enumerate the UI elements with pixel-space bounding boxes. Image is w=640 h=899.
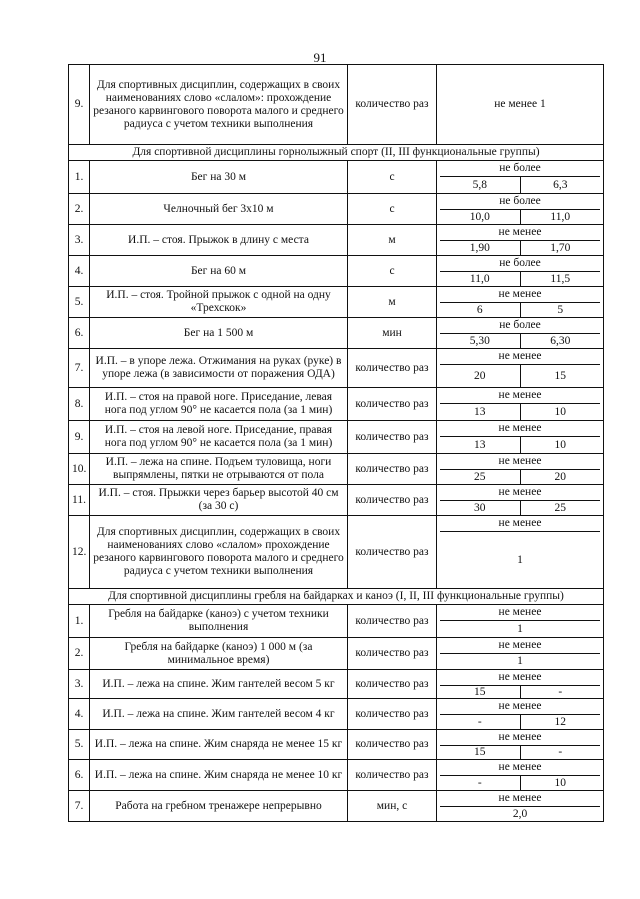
unit: количество раз — [348, 760, 437, 791]
unit: количество раз — [348, 670, 437, 699]
criterion-value-1: 25 — [440, 470, 521, 484]
row-number: 6. — [69, 318, 90, 349]
test-name: Бег на 30 м — [90, 161, 348, 194]
criterion-header: не менее — [498, 422, 542, 434]
criterion-value-2: 10 — [554, 777, 566, 789]
criterion-value-1: 15 — [440, 686, 521, 698]
criterion-header: не более — [499, 162, 541, 174]
standards-table — [68, 64, 604, 822]
criterion-cell — [437, 516, 604, 589]
table-row — [69, 287, 604, 318]
table-row — [69, 318, 604, 349]
criterion-header: не менее — [498, 639, 542, 651]
criterion: не менее 1 — [437, 65, 604, 145]
table-row — [69, 485, 604, 516]
criterion-header: не менее — [498, 288, 542, 300]
unit: количество раз — [348, 699, 437, 730]
unit: с — [348, 161, 437, 194]
criterion-values — [440, 500, 600, 515]
table-row — [69, 605, 604, 638]
criterion-values — [440, 469, 600, 484]
table-row — [69, 225, 604, 256]
criterion-value-1: - — [440, 776, 521, 790]
criterion-value-1: 30 — [440, 501, 521, 515]
row-number: 12. — [69, 516, 90, 589]
table-row — [69, 699, 604, 730]
criterion-value-1: 11,0 — [440, 272, 521, 286]
criterion-cell — [437, 638, 604, 670]
table-row — [69, 65, 604, 145]
criterion-value-2: 6,3 — [553, 179, 568, 191]
table-row — [69, 670, 604, 699]
criterion-value-2: - — [558, 746, 563, 758]
row-number: 9. — [69, 65, 90, 145]
unit: количество раз — [348, 421, 437, 454]
test-name: И.П. – стоя. Прыжки через барьер высотой 40 см (за 30 с) — [90, 485, 348, 516]
test-name: Работа на гребном тренажере непрерывно — [90, 791, 348, 822]
criterion-value-2: 5 — [557, 304, 564, 316]
row-number: 8. — [69, 388, 90, 421]
row-number: 1. — [69, 161, 90, 194]
test-name: Бег на 1 500 м — [90, 318, 348, 349]
criterion-values — [440, 333, 600, 348]
unit: количество раз — [348, 454, 437, 485]
criterion-values — [440, 685, 600, 698]
table-row — [69, 421, 604, 454]
criterion-value-2: - — [558, 686, 563, 698]
test-name: И.П. – лежа на спине. Жим снаряда не менее 15 кг — [90, 730, 348, 760]
test-name: И.П. – стоя на правой ноге. Приседание, левая нога под углом 90° не касается пола (за 1 мин) — [90, 388, 348, 421]
test-name: И.П. – в упоре лежа. Отжимания на руках (руке) в упоре лежа (в зависимости от поражения ОДА) — [90, 349, 348, 388]
test-name: Бег на 60 м — [90, 256, 348, 287]
criterion-value-2: 10 — [554, 439, 566, 451]
criterion-cell — [437, 225, 604, 256]
criterion-value-1: 10,0 — [440, 210, 521, 224]
criterion-cell — [437, 730, 604, 760]
table-row — [69, 388, 604, 421]
criterion-value-1: 5,8 — [440, 177, 521, 193]
criterion-cell — [437, 791, 604, 822]
table-row — [69, 349, 604, 388]
criterion-values — [440, 775, 600, 790]
row-number: 5. — [69, 287, 90, 318]
row-number: 7. — [69, 349, 90, 388]
unit: количество раз — [348, 516, 437, 589]
criterion-value-1: 13 — [440, 437, 521, 453]
row-number: 4. — [69, 256, 90, 287]
unit: количество раз — [348, 485, 437, 516]
row-number: 5. — [69, 730, 90, 760]
row-number: 6. — [69, 760, 90, 791]
row-number: 11. — [69, 485, 90, 516]
criterion-header: не менее — [498, 226, 542, 238]
row-number: 4. — [69, 699, 90, 730]
table-row — [69, 454, 604, 485]
unit: мин — [348, 318, 437, 349]
table-row — [69, 194, 604, 225]
unit: количество раз — [348, 730, 437, 760]
criterion-header: не менее — [498, 671, 542, 683]
criterion-values — [440, 240, 600, 255]
criterion-cell — [437, 349, 604, 388]
row-number: 7. — [69, 791, 90, 822]
criterion-value: 1 — [440, 620, 600, 637]
criterion-values — [440, 271, 600, 286]
criterion-cell — [437, 485, 604, 516]
criterion-value-2: 15 — [554, 370, 566, 382]
criterion-value-1: 13 — [440, 404, 521, 420]
unit: с — [348, 194, 437, 225]
unit: количество раз — [348, 605, 437, 638]
row-number: 3. — [69, 225, 90, 256]
row-number: 10. — [69, 454, 90, 485]
criterion-header: не менее — [498, 517, 542, 529]
criterion-header: не менее — [498, 486, 542, 498]
test-name: Для спортивных дисциплин, содержащих в своих наименованиях слово «слалом»: прохождение резаного карвингового поворота малого и среднего радиуса с учетом техники выполнения — [90, 65, 348, 145]
criterion-values — [440, 436, 600, 453]
test-name: И.П. – стоя. Тройной прыжок с одной на одну «Трехскок» — [90, 287, 348, 318]
criterion-value-1: 1,90 — [440, 241, 521, 255]
criterion-value-1: 20 — [440, 365, 521, 387]
test-name: И.П. – лежа на спине. Жим гантелей весом 5 кг — [90, 670, 348, 699]
criterion-value-1: - — [440, 715, 521, 729]
criterion-values — [440, 176, 600, 193]
row-number: 2. — [69, 194, 90, 225]
table-row — [69, 638, 604, 670]
criterion-value-1: 5,30 — [440, 334, 521, 348]
section-row — [69, 589, 604, 605]
test-name: Челночный бег 3x10 м — [90, 194, 348, 225]
section-title: Для спортивной дисциплины горнолыжный спорт (II, III функциональные группы) — [69, 145, 604, 161]
criterion-value: 1 — [440, 653, 600, 669]
row-number: 2. — [69, 638, 90, 670]
table-row — [69, 516, 604, 589]
test-name: И.П. – стоя на левой ноге. Приседание, правая нога под углом 90° не касается пола (за 1 мин) — [90, 421, 348, 454]
criterion-value-2: 10 — [554, 406, 566, 418]
test-name: Для спортивных дисциплин, содержащих в своих наименованиях слово «слалом» прохождение резаного карвингового поворота малого и среднего радиуса с учетом техники выполнения — [90, 516, 348, 589]
criterion-value-2: 20 — [554, 471, 566, 483]
criterion-values — [440, 302, 600, 317]
test-name: И.П. – лежа на спине. Жим гантелей весом 4 кг — [90, 699, 348, 730]
unit: м — [348, 225, 437, 256]
table-row — [69, 730, 604, 760]
criterion-cell — [437, 605, 604, 638]
criterion-cell — [437, 388, 604, 421]
criterion-header: не менее — [498, 731, 542, 743]
section-row — [69, 145, 604, 161]
criterion-value: 1 — [440, 531, 600, 588]
criterion-header: не менее — [498, 761, 542, 773]
criterion-cell — [437, 194, 604, 225]
criterion-cell — [437, 287, 604, 318]
test-name: И.П. – лежа на спине. Подъем туловища, ноги выпрямлены, пятки не отрываются от пола — [90, 454, 348, 485]
unit: количество раз — [348, 638, 437, 670]
criterion-value-2: 1,70 — [550, 242, 571, 254]
criterion-cell — [437, 670, 604, 699]
criterion-values — [440, 714, 600, 729]
criterion-value-2: 11,5 — [550, 273, 571, 285]
criterion-header: не более — [499, 257, 541, 269]
section-title: Для спортивной дисциплины гребля на байдарках и каноэ (I, II, III функциональные группы) — [69, 589, 604, 605]
criterion-header: не менее — [498, 350, 542, 362]
test-name: Гребля на байдарке (каноэ) с учетом техники выполнения — [90, 605, 348, 638]
criterion-header: не менее — [498, 700, 542, 712]
row-number: 3. — [69, 670, 90, 699]
criterion-cell — [437, 699, 604, 730]
page-number: 91 — [313, 50, 327, 65]
criterion-value-2: 11,0 — [550, 211, 571, 223]
test-name: И.П. – стоя. Прыжок в длину с места — [90, 225, 348, 256]
criterion-cell — [437, 318, 604, 349]
row-number: 1. — [69, 605, 90, 638]
criterion-header: не менее — [498, 792, 542, 804]
criterion-header: не менее — [498, 606, 542, 618]
unit: количество раз — [348, 349, 437, 388]
criterion-values — [440, 403, 600, 420]
criterion-header: не более — [499, 195, 541, 207]
criterion-value-1: 6 — [440, 303, 521, 317]
table-row — [69, 791, 604, 822]
unit: количество раз — [348, 388, 437, 421]
criterion-values — [440, 745, 600, 759]
criterion-cell — [437, 161, 604, 194]
unit: м — [348, 287, 437, 318]
table-row — [69, 760, 604, 791]
unit: с — [348, 256, 437, 287]
criterion-cell — [437, 760, 604, 791]
criterion-header: не менее — [498, 455, 542, 467]
criterion-cell — [437, 421, 604, 454]
criterion-value: 2,0 — [440, 806, 600, 821]
criterion-values — [440, 209, 600, 224]
test-name: И.П. – лежа на спине. Жим снаряда не менее 10 кг — [90, 760, 348, 791]
test-name: Гребля на байдарке (каноэ) 1 000 м (за минимальное время) — [90, 638, 348, 670]
table-row — [69, 256, 604, 287]
table-row — [69, 161, 604, 194]
criterion-values — [440, 364, 600, 387]
criterion-value-2: 25 — [554, 502, 566, 514]
criterion-cell — [437, 256, 604, 287]
criterion-cell — [437, 454, 604, 485]
criterion-value-2: 6,30 — [550, 335, 571, 347]
criterion-header: не более — [499, 319, 541, 331]
criterion-header: не менее — [498, 389, 542, 401]
unit: мин, с — [348, 791, 437, 822]
unit: количество раз — [348, 65, 437, 145]
criterion-value-2: 12 — [554, 716, 566, 728]
criterion-value-1: 15 — [440, 746, 521, 759]
row-number: 9. — [69, 421, 90, 454]
